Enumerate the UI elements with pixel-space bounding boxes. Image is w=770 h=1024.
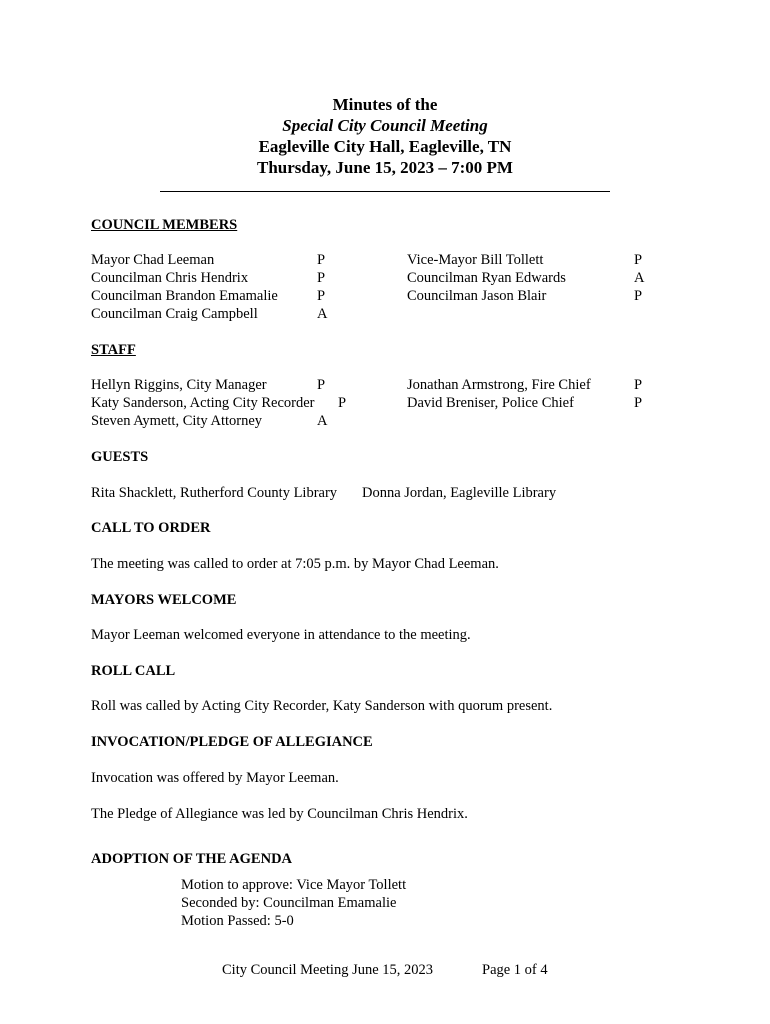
header-divider	[160, 191, 610, 192]
roll-call-text: Roll was called by Acting City Recorder, Katy Sanderson with quorum present.	[91, 698, 553, 714]
council-member-name: Councilman Ryan Edwards	[407, 270, 566, 286]
footer-meeting-label: City Council Meeting June 15, 2023	[222, 962, 434, 978]
title-line-1: Minutes of the	[332, 95, 438, 114]
title-line-4: Thursday, June 15, 2023 – 7:00 PM	[257, 158, 513, 177]
staff-member-status: P	[338, 395, 347, 411]
council-member-name: Councilman Craig Campbell	[91, 306, 258, 322]
invocation-text: Invocation was offered by Mayor Leeman.	[91, 770, 339, 786]
council-member-status: P	[634, 288, 643, 304]
staff-heading: STAFF	[91, 342, 136, 358]
staff-member-status: P	[634, 377, 643, 393]
guest-name: Rita Shacklett, Rutherford County Library	[91, 485, 338, 501]
staff-member-status: P	[634, 395, 643, 411]
council-member-name: Councilman Brandon Emamalie	[91, 288, 278, 304]
council-member-status: P	[317, 252, 326, 268]
invocation-heading: INVOCATION/PLEDGE OF ALLEGIANCE	[91, 734, 373, 750]
guest-name: Donna Jordan, Eagleville Library	[362, 485, 557, 501]
roll-call-heading: ROLL CALL	[91, 663, 176, 679]
adoption-agenda-heading: ADOPTION OF THE AGENDA	[91, 851, 293, 867]
council-member-status: A	[634, 270, 645, 286]
staff-member-name: Katy Sanderson, Acting City Recorder	[91, 395, 315, 411]
mayors-welcome-text: Mayor Leeman welcomed everyone in attendance to the meeting.	[91, 627, 471, 643]
staff-member-name: Hellyn Riggins, City Manager	[91, 377, 267, 393]
title-line-2: Special City Council Meeting	[282, 116, 488, 135]
staff-member-status: P	[317, 377, 326, 393]
council-member-status: P	[317, 288, 326, 304]
guests-heading: GUESTS	[91, 449, 149, 465]
council-member-name: Councilman Jason Blair	[407, 288, 547, 304]
motion-text: Motion to approve: Vice Mayor Tollett	[181, 877, 407, 893]
title-line-3: Eagleville City Hall, Eagleville, TN	[258, 137, 512, 156]
motion-passed-text: Motion Passed: 5-0	[181, 913, 294, 929]
council-member-status: A	[317, 306, 328, 322]
staff-member-name: Steven Aymett, City Attorney	[91, 413, 263, 429]
council-member-name: Councilman Chris Hendrix	[91, 270, 249, 286]
council-members-heading: COUNCIL MEMBERS	[91, 217, 238, 233]
seconded-text: Seconded by: Councilman Emamalie	[181, 895, 397, 911]
footer-page-number: Page 1 of 4	[482, 962, 548, 978]
call-to-order-text: The meeting was called to order at 7:05 p.m. by Mayor Chad Leeman.	[91, 556, 499, 572]
council-member-status: P	[634, 252, 643, 268]
call-to-order-heading: CALL TO ORDER	[91, 520, 211, 536]
mayors-welcome-heading: MAYORS WELCOME	[91, 592, 237, 608]
council-member-status: P	[317, 270, 326, 286]
staff-member-name: David Breniser, Police Chief	[407, 395, 574, 411]
pledge-text: The Pledge of Allegiance was led by Councilman Chris Hendrix.	[91, 806, 468, 822]
staff-member-name: Jonathan Armstrong, Fire Chief	[407, 377, 591, 393]
council-member-name: Vice-Mayor Bill Tollett	[407, 252, 544, 268]
staff-member-status: A	[317, 413, 328, 429]
council-member-name: Mayor Chad Leeman	[91, 252, 215, 268]
